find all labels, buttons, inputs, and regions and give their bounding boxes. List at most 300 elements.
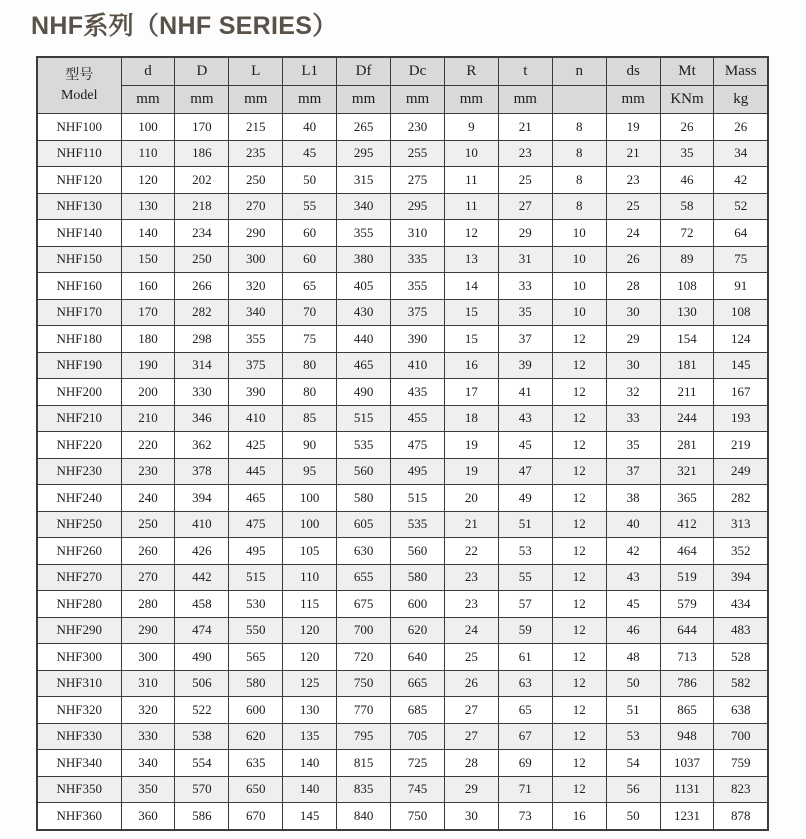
value-cell: 298 [175, 326, 229, 353]
value-cell: 70 [283, 299, 337, 326]
value-cell: 249 [714, 458, 768, 485]
value-cell: 11 [444, 167, 498, 194]
value-cell: 30 [444, 803, 498, 830]
value-cell: 330 [121, 723, 175, 750]
value-cell: 110 [121, 140, 175, 167]
value-cell: 215 [229, 114, 283, 141]
value-cell: 55 [498, 564, 552, 591]
value-cell: 10 [444, 140, 498, 167]
value-cell: 362 [175, 432, 229, 459]
value-cell: 528 [714, 644, 768, 671]
value-cell: 425 [229, 432, 283, 459]
value-cell: 815 [337, 750, 391, 777]
value-cell: 21 [606, 140, 660, 167]
model-cell: NHF100 [37, 114, 121, 141]
value-cell: 57 [498, 591, 552, 618]
value-cell: 12 [552, 432, 606, 459]
value-cell: 313 [714, 511, 768, 538]
value-cell: 878 [714, 803, 768, 830]
model-cell: NHF300 [37, 644, 121, 671]
value-cell: 12 [552, 564, 606, 591]
table-row [37, 697, 768, 724]
column-unit-dc: mm [391, 86, 445, 114]
value-cell: 167 [714, 379, 768, 406]
value-cell: 51 [498, 511, 552, 538]
table-row [37, 379, 768, 406]
value-cell: 120 [121, 167, 175, 194]
value-cell: 26 [714, 114, 768, 141]
value-cell: 582 [714, 670, 768, 697]
value-cell: 458 [175, 591, 229, 618]
value-cell: 29 [444, 776, 498, 803]
value-cell: 26 [660, 114, 714, 141]
value-cell: 26 [444, 670, 498, 697]
value-cell: 202 [175, 167, 229, 194]
value-cell: 315 [337, 167, 391, 194]
value-cell: 12 [552, 670, 606, 697]
value-cell: 378 [175, 458, 229, 485]
value-cell: 340 [229, 299, 283, 326]
value-cell: 360 [121, 803, 175, 830]
value-cell: 11 [444, 193, 498, 220]
value-cell: 30 [606, 352, 660, 379]
value-cell: 340 [337, 193, 391, 220]
value-cell: 160 [121, 273, 175, 300]
value-cell: 25 [498, 167, 552, 194]
value-cell: 45 [606, 591, 660, 618]
value-cell: 865 [660, 697, 714, 724]
value-cell: 190 [121, 352, 175, 379]
table-row [37, 299, 768, 326]
value-cell: 475 [391, 432, 445, 459]
table-row [37, 670, 768, 697]
value-cell: 240 [121, 485, 175, 512]
model-cell: NHF150 [37, 246, 121, 273]
value-cell: 745 [391, 776, 445, 803]
value-cell: 495 [229, 538, 283, 565]
value-cell: 434 [714, 591, 768, 618]
value-cell: 355 [391, 273, 445, 300]
value-cell: 28 [606, 273, 660, 300]
value-cell: 19 [444, 458, 498, 485]
value-cell: 390 [229, 379, 283, 406]
value-cell: 265 [337, 114, 391, 141]
value-cell: 27 [444, 723, 498, 750]
value-cell: 42 [714, 167, 768, 194]
value-cell: 340 [121, 750, 175, 777]
value-cell: 124 [714, 326, 768, 353]
model-cell: NHF220 [37, 432, 121, 459]
value-cell: 560 [391, 538, 445, 565]
column-header-ds: ds [606, 57, 660, 86]
value-cell: 380 [337, 246, 391, 273]
value-cell: 100 [283, 511, 337, 538]
value-cell: 41 [498, 379, 552, 406]
column-header-mt: Mt [660, 57, 714, 86]
value-cell: 23 [606, 167, 660, 194]
value-cell: 29 [606, 326, 660, 353]
value-cell: 53 [606, 723, 660, 750]
value-cell: 455 [391, 405, 445, 432]
value-cell: 483 [714, 617, 768, 644]
value-cell: 430 [337, 299, 391, 326]
value-cell: 620 [229, 723, 283, 750]
value-cell: 12 [552, 326, 606, 353]
model-cell: NHF250 [37, 511, 121, 538]
value-cell: 35 [606, 432, 660, 459]
value-cell: 60 [283, 220, 337, 247]
value-cell: 314 [175, 352, 229, 379]
value-cell: 154 [660, 326, 714, 353]
model-cell: NHF200 [37, 379, 121, 406]
value-cell: 465 [229, 485, 283, 512]
column-unit-ds: mm [606, 86, 660, 114]
model-cell: NHF340 [37, 750, 121, 777]
value-cell: 490 [337, 379, 391, 406]
column-unit-d: mm [121, 86, 175, 114]
value-cell: 330 [175, 379, 229, 406]
value-cell: 655 [337, 564, 391, 591]
column-header-d: d [121, 57, 175, 86]
value-cell: 75 [283, 326, 337, 353]
value-cell: 445 [229, 458, 283, 485]
value-cell: 105 [283, 538, 337, 565]
table-row [37, 405, 768, 432]
value-cell: 135 [283, 723, 337, 750]
value-cell: 210 [121, 405, 175, 432]
model-cell: NHF130 [37, 193, 121, 220]
value-cell: 250 [175, 246, 229, 273]
model-cell: NHF280 [37, 591, 121, 618]
value-cell: 26 [606, 246, 660, 273]
value-cell: 89 [660, 246, 714, 273]
value-cell: 635 [229, 750, 283, 777]
value-cell: 17 [444, 379, 498, 406]
value-cell: 1037 [660, 750, 714, 777]
value-cell: 130 [660, 299, 714, 326]
model-cell: NHF210 [37, 405, 121, 432]
value-cell: 71 [498, 776, 552, 803]
column-unit-mass: kg [714, 86, 768, 114]
value-cell: 19 [606, 114, 660, 141]
value-cell: 10 [552, 273, 606, 300]
model-cell: NHF180 [37, 326, 121, 353]
value-cell: 23 [444, 564, 498, 591]
column-unit-l: mm [229, 86, 283, 114]
value-cell: 60 [283, 246, 337, 273]
column-header-l1: L1 [283, 57, 337, 86]
value-cell: 300 [121, 644, 175, 671]
value-cell: 32 [606, 379, 660, 406]
column-unit-n [552, 86, 606, 114]
value-cell: 51 [606, 697, 660, 724]
table-row [37, 776, 768, 803]
value-cell: 630 [337, 538, 391, 565]
value-cell: 73 [498, 803, 552, 830]
value-cell: 394 [175, 485, 229, 512]
table-body [37, 114, 768, 830]
value-cell: 365 [660, 485, 714, 512]
value-cell: 700 [337, 617, 391, 644]
value-cell: 638 [714, 697, 768, 724]
value-cell: 72 [660, 220, 714, 247]
value-cell: 948 [660, 723, 714, 750]
model-cell: NHF260 [37, 538, 121, 565]
column-unit-l1: mm [283, 86, 337, 114]
value-cell: 8 [552, 140, 606, 167]
model-cell: NHF140 [37, 220, 121, 247]
value-cell: 8 [552, 193, 606, 220]
column-header-df: Df [337, 57, 391, 86]
value-cell: 91 [714, 273, 768, 300]
value-cell: 211 [660, 379, 714, 406]
header-label-row [37, 57, 768, 86]
value-cell: 24 [606, 220, 660, 247]
value-cell: 130 [283, 697, 337, 724]
value-cell: 45 [498, 432, 552, 459]
value-cell: 260 [121, 538, 175, 565]
value-cell: 53 [498, 538, 552, 565]
table-header [37, 57, 768, 114]
table-row [37, 591, 768, 618]
value-cell: 58 [660, 193, 714, 220]
table-row [37, 220, 768, 247]
value-cell: 321 [660, 458, 714, 485]
value-cell: 823 [714, 776, 768, 803]
value-cell: 1131 [660, 776, 714, 803]
value-cell: 40 [606, 511, 660, 538]
value-cell: 290 [229, 220, 283, 247]
value-cell: 64 [714, 220, 768, 247]
value-cell: 275 [391, 167, 445, 194]
value-cell: 685 [391, 697, 445, 724]
value-cell: 600 [391, 591, 445, 618]
value-cell: 352 [714, 538, 768, 565]
value-cell: 620 [391, 617, 445, 644]
value-cell: 63 [498, 670, 552, 697]
model-cell: NHF190 [37, 352, 121, 379]
value-cell: 375 [391, 299, 445, 326]
value-cell: 23 [498, 140, 552, 167]
value-cell: 310 [391, 220, 445, 247]
column-header-dc: Dc [391, 57, 445, 86]
table-row [37, 167, 768, 194]
value-cell: 13 [444, 246, 498, 273]
model-cell: NHF230 [37, 458, 121, 485]
value-cell: 16 [444, 352, 498, 379]
table-row [37, 617, 768, 644]
value-cell: 25 [444, 644, 498, 671]
value-cell: 720 [337, 644, 391, 671]
value-cell: 759 [714, 750, 768, 777]
value-cell: 59 [498, 617, 552, 644]
value-cell: 180 [121, 326, 175, 353]
value-cell: 700 [714, 723, 768, 750]
value-cell: 580 [391, 564, 445, 591]
value-cell: 426 [175, 538, 229, 565]
value-cell: 835 [337, 776, 391, 803]
value-cell: 522 [175, 697, 229, 724]
value-cell: 474 [175, 617, 229, 644]
value-cell: 219 [714, 432, 768, 459]
model-header-zh: 型号 [65, 67, 94, 83]
value-cell: 125 [283, 670, 337, 697]
value-cell: 410 [229, 405, 283, 432]
model-cell: NHF350 [37, 776, 121, 803]
model-header-en: Model [60, 87, 98, 103]
value-cell: 35 [660, 140, 714, 167]
value-cell: 50 [283, 167, 337, 194]
value-cell: 350 [121, 776, 175, 803]
value-cell: 42 [606, 538, 660, 565]
value-cell: 61 [498, 644, 552, 671]
table-row [37, 644, 768, 671]
value-cell: 705 [391, 723, 445, 750]
value-cell: 120 [283, 644, 337, 671]
value-cell: 120 [283, 617, 337, 644]
value-cell: 320 [121, 697, 175, 724]
value-cell: 8 [552, 114, 606, 141]
value-cell: 515 [229, 564, 283, 591]
value-cell: 85 [283, 405, 337, 432]
value-cell: 442 [175, 564, 229, 591]
value-cell: 270 [121, 564, 175, 591]
value-cell: 10 [552, 220, 606, 247]
value-cell: 12 [552, 697, 606, 724]
value-cell: 37 [498, 326, 552, 353]
column-header-mass: Mass [714, 57, 768, 86]
model-cell: NHF240 [37, 485, 121, 512]
value-cell: 47 [498, 458, 552, 485]
value-cell: 33 [606, 405, 660, 432]
value-cell: 10 [552, 299, 606, 326]
value-cell: 12 [552, 644, 606, 671]
value-cell: 200 [121, 379, 175, 406]
value-cell: 665 [391, 670, 445, 697]
value-cell: 65 [498, 697, 552, 724]
column-header-d: D [175, 57, 229, 86]
value-cell: 31 [498, 246, 552, 273]
value-cell: 295 [391, 193, 445, 220]
value-cell: 218 [175, 193, 229, 220]
value-cell: 12 [444, 220, 498, 247]
nhf-spec-table [36, 56, 769, 831]
value-cell: 475 [229, 511, 283, 538]
value-cell: 250 [229, 167, 283, 194]
column-unit-t: mm [498, 86, 552, 114]
value-cell: 12 [552, 776, 606, 803]
column-unit-mt: KNm [660, 86, 714, 114]
table-row [37, 511, 768, 538]
value-cell: 12 [552, 485, 606, 512]
value-cell: 110 [283, 564, 337, 591]
value-cell: 193 [714, 405, 768, 432]
value-cell: 39 [498, 352, 552, 379]
value-cell: 27 [498, 193, 552, 220]
value-cell: 644 [660, 617, 714, 644]
model-cell: NHF270 [37, 564, 121, 591]
value-cell: 25 [606, 193, 660, 220]
value-cell: 495 [391, 458, 445, 485]
column-header-n: n [552, 57, 606, 86]
value-cell: 375 [229, 352, 283, 379]
model-cell: NHF320 [37, 697, 121, 724]
value-cell: 150 [121, 246, 175, 273]
value-cell: 235 [229, 140, 283, 167]
value-cell: 600 [229, 697, 283, 724]
value-cell: 75 [714, 246, 768, 273]
value-cell: 220 [121, 432, 175, 459]
value-cell: 145 [714, 352, 768, 379]
table-row [37, 246, 768, 273]
value-cell: 786 [660, 670, 714, 697]
value-cell: 586 [175, 803, 229, 830]
value-cell: 713 [660, 644, 714, 671]
header-unit-row [37, 86, 768, 114]
value-cell: 12 [552, 458, 606, 485]
value-cell: 230 [391, 114, 445, 141]
value-cell: 46 [606, 617, 660, 644]
value-cell: 405 [337, 273, 391, 300]
column-header-r: R [444, 57, 498, 86]
value-cell: 21 [498, 114, 552, 141]
value-cell: 570 [175, 776, 229, 803]
value-cell: 670 [229, 803, 283, 830]
value-cell: 255 [391, 140, 445, 167]
value-cell: 12 [552, 538, 606, 565]
value-cell: 130 [121, 193, 175, 220]
value-cell: 310 [121, 670, 175, 697]
value-cell: 170 [175, 114, 229, 141]
value-cell: 675 [337, 591, 391, 618]
table-row [37, 432, 768, 459]
value-cell: 95 [283, 458, 337, 485]
value-cell: 67 [498, 723, 552, 750]
model-cell: NHF310 [37, 670, 121, 697]
value-cell: 320 [229, 273, 283, 300]
table-row [37, 803, 768, 830]
page-title: NHF系列（NHF SERIES） [31, 12, 338, 40]
value-cell: 140 [121, 220, 175, 247]
value-cell: 295 [337, 140, 391, 167]
value-cell: 50 [606, 670, 660, 697]
value-cell: 281 [660, 432, 714, 459]
value-cell: 21 [444, 511, 498, 538]
value-cell: 46 [660, 167, 714, 194]
value-cell: 282 [714, 485, 768, 512]
value-cell: 725 [391, 750, 445, 777]
model-cell: NHF170 [37, 299, 121, 326]
value-cell: 69 [498, 750, 552, 777]
value-cell: 50 [606, 803, 660, 830]
value-cell: 27 [444, 697, 498, 724]
value-cell: 9 [444, 114, 498, 141]
value-cell: 170 [121, 299, 175, 326]
value-cell: 515 [337, 405, 391, 432]
value-cell: 108 [714, 299, 768, 326]
value-cell: 1231 [660, 803, 714, 830]
column-unit-df: mm [337, 86, 391, 114]
value-cell: 140 [283, 776, 337, 803]
value-cell: 554 [175, 750, 229, 777]
model-cell: NHF120 [37, 167, 121, 194]
value-cell: 12 [552, 379, 606, 406]
value-cell: 55 [283, 193, 337, 220]
value-cell: 12 [552, 617, 606, 644]
value-cell: 234 [175, 220, 229, 247]
value-cell: 465 [337, 352, 391, 379]
value-cell: 515 [391, 485, 445, 512]
